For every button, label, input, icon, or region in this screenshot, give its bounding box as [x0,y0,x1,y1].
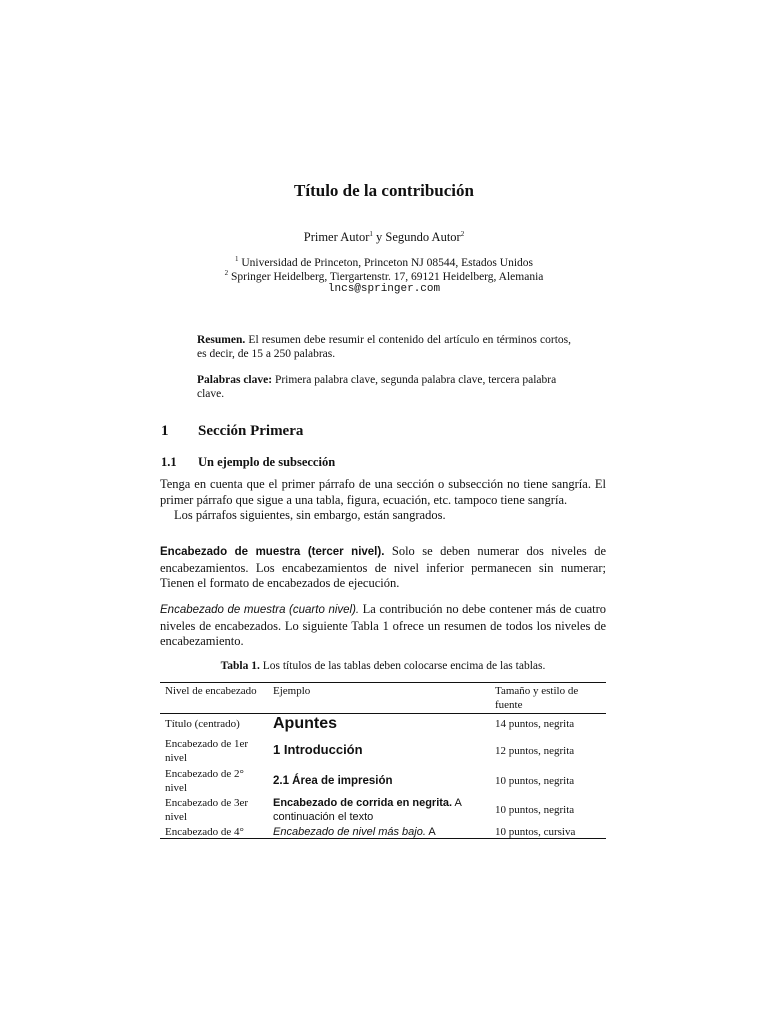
table-caption [160,660,606,672]
table-caption-text: Los títulos de las tablas deben colocarse encima de las tablas. [259,660,546,672]
paragraph-1: Tenga en cuenta que el primer párrafo de una sección o subsección no tiene sangría. El primer párrafo que sigue a una tabla, figura, ecuación, etc. tampoco tiene sangría. [160,477,606,507]
table-row [160,735,606,766]
example-level-3: Encabezado de corrida en negrita. [273,797,453,809]
subsection-number: 1.1 [161,455,177,469]
paragraph-3-text: Solo se deben numerar dos niveles de encabezamientos. Los encabezamientos de nivel inferior permanecen sin numerar; Tienen el formato de encabezados de ejecución. [160,544,606,590]
cell-style: 10 puntos, negrita [495,774,575,787]
keywords-text: Primera palabra clave, segunda palabra clave, tercera palabra clave. [197,374,557,400]
table-row [160,795,606,825]
author-1: Primer Autor [303,230,370,244]
author-line [0,230,768,245]
example-level-4: Encabezado de nivel más bajo. [273,826,426,838]
header-example: Ejemplo [273,685,311,697]
abstract-text: El resumen debe resumir el contenido del artículo en términos cortos, es decir, de 15 a 250 palabras. [197,334,571,360]
keywords-label: Palabras clave: [197,374,273,386]
cell-level: Encabezado de 4° [165,826,244,838]
author-1-sup: 1 [369,229,373,238]
cell-level: Título (centrado) [165,718,240,730]
affiliation-1-text: Universidad de Princeton, Princeton NJ 08544, Estados Unidos [238,257,533,269]
cell-example [268,795,490,825]
cell-style: 14 puntos, negrita [495,718,575,730]
affiliation-2 [0,270,768,284]
section-title: Sección Primera [198,423,304,439]
affiliation-2-text: Springer Heidelberg, Tiergartenstr. 17, 69121 Heidelberg, Alemania [228,271,544,283]
keywords [197,373,571,401]
example-level-3-tail: A continuación el texto [273,797,462,823]
cell-example [268,766,490,795]
example-title: Apuntes [273,714,337,732]
cell-level: Encabezado de 2° nivel [165,767,244,794]
author-2-sup: 2 [460,229,465,238]
headings-table [160,682,606,839]
subsection-title: Un ejemplo de subsección [198,455,336,469]
example-level-1: 1 Introducción [273,742,363,757]
table-row [160,766,606,795]
cell-example [268,713,490,735]
example-level-2: 2.1 Área de impresión [273,774,393,787]
author-email: lncs@springer.com [327,283,441,295]
header-level: Nivel de encabezado [165,685,257,697]
cell-style: 10 puntos, negrita [495,804,575,816]
affiliation-1-sup: 1 [235,255,239,264]
table-row [160,713,606,735]
paragraph-4 [160,602,606,650]
table-row [160,825,606,839]
cell-level: Encabezado de 1er nivel [165,737,249,764]
cell-style: 10 puntos, cursiva [495,826,576,838]
table-caption-label: Tabla 1. [220,660,260,672]
affiliation-1 [0,256,768,270]
cell-example [268,735,490,766]
paper-title: Título de la contribución [294,181,474,200]
affiliation-2-sup: 2 [224,269,229,278]
cell-level: Encabezado de 3er nivel [165,797,249,823]
cell-style: 12 puntos, negrita [495,744,575,757]
example-level-4-tail: A [425,826,436,838]
subsection-heading [161,455,335,470]
fourth-level-heading: Encabezado de muestra (cuarto nivel). [160,604,360,616]
table-header-row [160,682,606,713]
paragraph-4-text: La contribución no debe contener más de cuatro niveles de encabezados. Lo siguiente Tabla 1 ofrece un resumen de todos los niveles de encabezamiento. [160,602,607,648]
section-heading [161,423,303,440]
header-style: Tamaño y estilo de fuente [495,685,579,711]
section-number: 1 [161,423,169,439]
abstract [197,333,571,361]
paragraph-3 [160,544,606,592]
third-level-heading: Encabezado de muestra (tercer nivel). [160,546,385,558]
cell-example [268,825,490,839]
author-2: y Segundo Autor [372,230,461,244]
paragraph-2: Los párrafos siguientes, sin embargo, están sangrados. [174,508,446,522]
abstract-label: Resumen. [197,334,246,346]
